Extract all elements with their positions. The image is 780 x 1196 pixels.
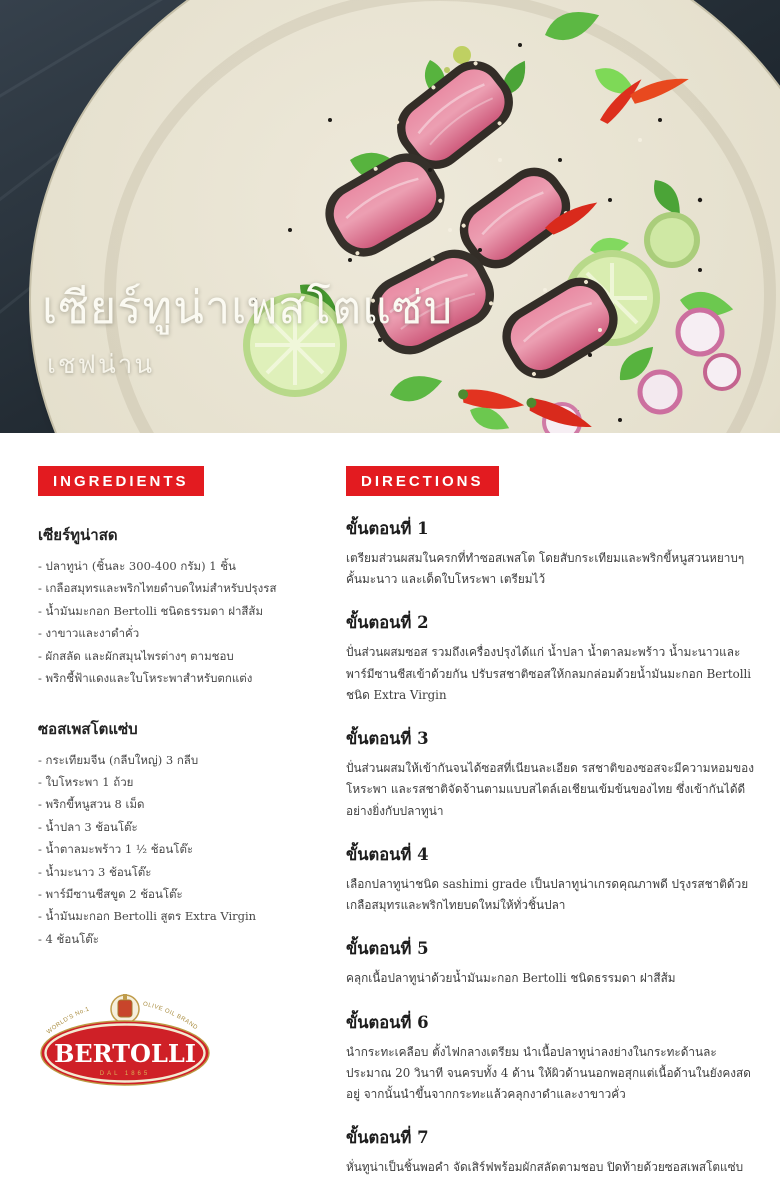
step-text: หั่นทูน่าเป็นชิ้นพอคำ จัดเสิร์ฟพร้อมผักสลัดตามชอบ ปิดท้ายด้วยซอสเพสโตแซ่บ xyxy=(346,1160,744,1175)
ingredient-item: - พาร์มีซานชีสขูด 2 ช้อนโต๊ะ xyxy=(38,887,183,902)
step-title: ขั้นตอนที่ 4 xyxy=(346,844,429,864)
ingredient-item: - ปลาทูน่า (ชิ้นละ 300-400 กรัม) 1 ชิ้น xyxy=(38,559,236,573)
bertolli-logo-graphic xyxy=(40,992,210,1086)
step-text: คลุกเนื้อปลาทูน่าด้วยน้ำมันมะกอก Bertolli ชนิดธรรมดา ฝาสีส้ม xyxy=(346,971,676,986)
ingredients-section-heading: เซียร์ทูน่าสด xyxy=(38,526,118,544)
recipe-chef-subtitle: เชฟน่าน xyxy=(47,350,155,380)
step-text: นำกระทะเคลือบ ตั้งไฟกลางเตรียม นำเนื้อปลาทูน่าลงย่างในกระทะด้านละประมาณ 20 วินาที จนครบทั้ง 4 ด้าน ให้ผิวด้านนอกพอสุกแต่เนื้อด้านในยังคงสดอยู่ จากนั้นนำขึ้นจากกระทะแล้วคลุกงาดำและงาขาวคั่ว xyxy=(346,1044,751,1102)
bertolli-logo xyxy=(40,992,210,1090)
ingredient-item: - น้ำปลา 3 ช้อนโต๊ะ xyxy=(38,819,138,834)
ingredients-column xyxy=(38,466,338,1196)
recipe-title: เซียร์ทูน่าเพสโตแซ่บ xyxy=(42,281,454,334)
direction-step xyxy=(346,516,760,590)
direction-step xyxy=(346,1010,760,1106)
ingredient-item: - น้ำมะนาว 3 ช้อนโต๊ะ xyxy=(38,864,152,879)
step-text: ปั่นส่วนผสมซอส รวมถึงเครื่องปรุงได้แก่ น้ำปลา น้ำตาลมะพร้าว น้ำมะนาวและพาร์มีซานชีสเข้าด้วยกัน ปรับรสชาติซอสให้กลมกล่อมด้วยน้ำมันมะกอก Bertolli ชนิด Extra Virgin xyxy=(346,645,752,702)
directions-header-badge: DIRECTIONS xyxy=(346,466,499,496)
direction-step xyxy=(346,726,760,822)
directions-column xyxy=(346,466,760,1196)
step-title: ขั้นตอนที่ 1 xyxy=(346,519,429,538)
recipe-content xyxy=(0,433,780,1196)
ingredient-item: - น้ำมันมะกอก Bertolli สูตร Extra Virgin xyxy=(38,909,257,924)
step-title: ขั้นตอนที่ 7 xyxy=(346,1128,429,1148)
ingredient-item: - งาขาวและงาดำคั่ว xyxy=(38,626,140,641)
ingredient-item: - 4 ช้อนโต๊ะ xyxy=(38,931,99,946)
direction-step xyxy=(346,1125,760,1178)
step-text: เตรียมส่วนผสมในครกที่ทำซอสเพสโต โดยสับกระเทียมและพริกขี้หนูสวนหยาบๆ คั้นมะนาว และเด็ดใบโหระพา เตรียมไว้ xyxy=(346,551,745,587)
ingredient-item: - ผักสลัด และผักสมุนไพรต่างๆ ตามชอบ xyxy=(38,648,234,663)
ingredient-item: - พริกขี้หนูสวน 8 เม็ด xyxy=(38,797,145,812)
hero-photo xyxy=(0,0,780,433)
ingredient-item: - น้ำมันมะกอก Bertolli ชนิดธรรมดา ฝาสีส้ม xyxy=(38,603,264,618)
logo-crest-right-text: OLIVE OIL BRAND xyxy=(142,1001,199,1032)
direction-step xyxy=(346,842,760,916)
logo-crest-left-text: WORLD'S No.1 xyxy=(46,1006,91,1036)
direction-step xyxy=(346,610,760,706)
ingredients-section-heading: ซอสเพสโตแซ่บ xyxy=(38,719,138,738)
ingredient-item: - กระเทียมจีน (กลีบใหญ่) 3 กลีบ xyxy=(38,752,199,767)
step-title: ขั้นตอนที่ 6 xyxy=(346,1012,429,1032)
step-title: ขั้นตอนที่ 2 xyxy=(346,613,429,633)
step-title: ขั้นตอนที่ 5 xyxy=(346,939,429,959)
direction-step xyxy=(346,936,760,989)
ingredient-item: - น้ำตาลมะพร้าว 1 ½ ช้อนโต๊ะ xyxy=(38,842,194,857)
step-text: ปั่นส่วนผสมให้เข้ากันจนได้ซอสที่เนียนละเอียด รสชาติของซอสจะมีความหอมของโหระพา และรสชาติจัดจ้านตามแบบสไตล์เอเชียนเข้มข้นของไทย ซึ่งเข้ากันได้ดีอย่างยิ่งกับปลาทูน่า xyxy=(346,761,755,818)
ingredient-item: - พริกชี้ฟ้าแดงและใบโหระพาสำหรับตกแต่ง xyxy=(38,671,253,686)
step-title: ขั้นตอนที่ 3 xyxy=(346,729,429,749)
logo-tagline-text: DAL 1865 xyxy=(99,1071,151,1078)
ingredients-header-badge: INGREDIENTS xyxy=(38,466,204,496)
ingredient-item: - ใบโหระพา 1 ถ้วย xyxy=(38,774,134,789)
ingredient-item: - เกลือสมุทรและพริกไทยดำบดใหม่สำหรับปรุงรส xyxy=(38,581,277,596)
step-text: เลือกปลาทูน่าชนิด sashimi grade เป็นปลาทูน่าเกรดคุณภาพดี ปรุงรสชาติด้วยเกลือสมุทรและพริกไทยบดใหม่ให้ทั่วชิ้นปลา xyxy=(346,876,749,913)
logo-brand-text: BERTOLLI xyxy=(54,1039,196,1069)
